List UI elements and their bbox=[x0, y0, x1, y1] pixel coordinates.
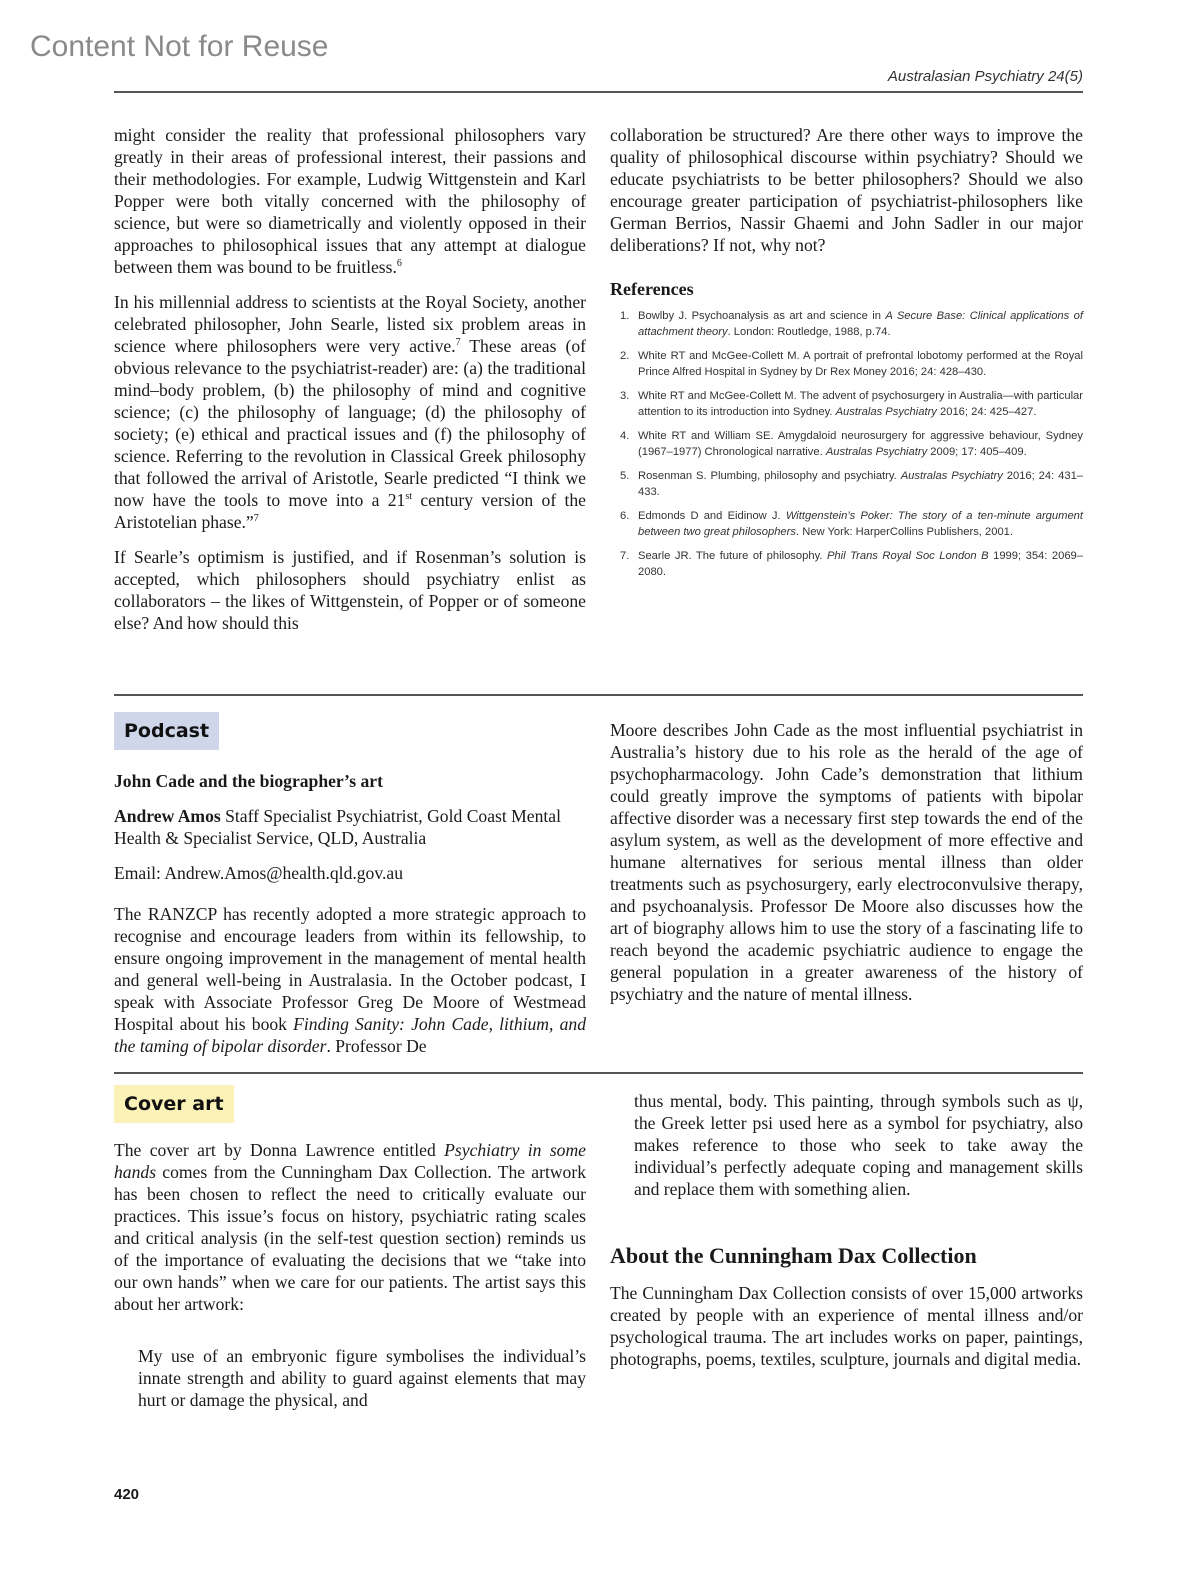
paragraph: The Cunningham Dax Collection consists of over 15,000 artworks created by people with an experience of mental illness and/or psychological trauma. The art includes works on paper, paintings, photographs, poems, textiles, sculpture, journals and digital media. bbox=[610, 1283, 1083, 1369]
artist-quote: thus mental, body. This painting, through symbols such as ψ, the Greek letter psi used here as a symbol for psychiatry, also makes reference to those who seek to take away the individual’s perfectly adequate coping and management skills and replace them with something alien. bbox=[634, 1091, 1083, 1199]
reference-item bbox=[610, 508, 1083, 540]
paragraph: collaboration be structured? Are there other ways to improve the quality of philosophical discourse within psychiatry? Should we educate psychiatrists to be better philosophers? Should we also encourage greater participation of psychiatrist-philosophers like German Berrios, Nassir Ghaemi and John Sadler in our major deliberations? If not, why not? bbox=[610, 125, 1083, 255]
reference-number: 4. bbox=[620, 430, 630, 442]
page-number: 420 bbox=[114, 1486, 140, 1503]
top-right-column bbox=[610, 124, 1083, 588]
about-heading: About the Cunningham Dax Collection bbox=[610, 1243, 977, 1268]
text: might consider the reality that professional philosophers vary greatly in their areas of professional interest, their passions and their methodologies. For example, Ludwig Wittgenstein and Karl Popper were both vitally concerned with the philosophy of science, but were so diametrically and violently opposed in their approaches to philosophical issues that any attempt at dialogue between them was bound to be fruitless. bbox=[114, 125, 586, 277]
header-rule bbox=[114, 91, 1083, 93]
paragraph: If Searle’s optimism is justified, and if Rosenman’s solution is accepted, which philosophers should psychiatry enlist as collaborators – the likes of Wittgenstein, of Popper or of someone else? And how should this bbox=[114, 547, 586, 633]
reference-number: 2. bbox=[620, 350, 630, 362]
text: comes from the Cunningham Dax Collection. The artwork has been chosen to reflect the need to critically evaluate our practices. This issue’s focus on history, psychiatric rating scales and critical analysis (in the self-test question section) reminds us of the importance of evaluating the decisions that we “take into our own hands” when we care for our patients. The artist says this about her artwork: bbox=[114, 1162, 586, 1314]
text: The cover art by Donna Lawrence entitled bbox=[114, 1140, 445, 1160]
reference-item bbox=[610, 548, 1083, 580]
text: The RANZCP has recently adopted a more strategic approach to recognise and encourage leaders from within its fellowship, to ensure ongoing improvement in the management of mental health and general well-being in Australasia. In the October podcast, I speak with Associate Professor Greg De Moore of Westmead Hospital about his book bbox=[114, 904, 586, 1034]
text: Australas Psychiatry bbox=[900, 470, 1003, 482]
podcast-email: Email: Andrew.Amos@health.qld.gov.au bbox=[114, 863, 404, 883]
paragraph bbox=[114, 124, 586, 278]
cover-left-column bbox=[114, 1085, 586, 1424]
text: 2009; 17: 405–409. bbox=[927, 446, 1027, 458]
paragraph bbox=[114, 903, 586, 1057]
section-rule bbox=[114, 694, 1083, 696]
text: 2016; 24: 425–427. bbox=[936, 406, 1037, 418]
reference-number: 1. bbox=[620, 310, 630, 322]
section-rule bbox=[114, 1072, 1083, 1074]
book-title: Finding Sanity: John Cade, lithium, and the taming of bipolar disorder bbox=[114, 1014, 586, 1056]
reference-item bbox=[610, 468, 1083, 500]
podcast-right-column bbox=[610, 719, 1083, 1018]
reference-item bbox=[610, 348, 1083, 380]
text: . London: Routledge, 1988, p.74. bbox=[727, 326, 891, 338]
text: Australas Psychiatry bbox=[825, 446, 928, 458]
reference-number: 6. bbox=[620, 510, 630, 522]
references-heading: References bbox=[610, 279, 694, 299]
text: White RT and William SE. Amygdaloid neurosurgery for aggressive behaviour, Sydney (1967–1977) Chronological narrative. bbox=[638, 430, 1083, 458]
text: Wittgenstein’s Poker: The story of a ten-minute argument between two great philosophers bbox=[638, 510, 1083, 538]
text: These areas (of obvious relevance to the psychiatrist-reader) are: (a) the traditional mind–body problem, (b) the philosophy of mind and cognitive science; (c) the philosophy of language; (d) the philosophy of society; (e) ethical and practical issues and (f) the philosophy of science. Referring to the revolution in Classical Greek philosophy that followed the arrival of Aristotle, Searle predicted “I think we now have the tools to move into a 21 bbox=[114, 336, 586, 510]
cover-right-column bbox=[610, 1090, 1083, 1383]
citation: 6 bbox=[396, 258, 402, 270]
paragraph: Moore describes John Cade as the most influential psychiatrist in Australia’s history due to his role as the herald of the age of psychopharmacology. John Cade’s demonstration that lithium could greatly improve the symptoms of patients with bipolar affective disorder was a necessary first step towards the end of the asylum system, as well as the development of more effective and humane alternatives for serious mental illness than older treatments such as psychosurgery, early electroconvulsive therapy, and psychoanalysis. Professor De Moore also discusses how the art of biography allows him to use the story of a fascinating life to reach beyond the academic psychiatric audience to engage the general population in a greater awareness of the history of psychiatry and the nature of mental illness. bbox=[610, 720, 1083, 1004]
citation: 7 bbox=[455, 337, 461, 349]
top-left-column bbox=[114, 124, 586, 647]
watermark: Content Not for Reuse bbox=[30, 30, 329, 63]
text: Rosenman S. Plumbing, philosophy and psychiatry. bbox=[638, 470, 901, 482]
text: White RT and McGee-Collett M. A portrait of prefrontal lobotomy performed at the Royal Prince Alfred Hospital in Sydney by Dr Rex Money 2016; 24: 428–430. bbox=[638, 350, 1083, 378]
reference-item bbox=[610, 428, 1083, 460]
text: In his millennial address to scientists at the Royal Society, another celebrated philosopher, John Searle, listed six problem areas in science where philosophers were very active. bbox=[114, 292, 586, 356]
artwork-title: Psychiatry in some hands bbox=[114, 1140, 586, 1182]
podcast-left-column bbox=[114, 712, 586, 1070]
text: Searle JR. The future of philosophy. bbox=[638, 550, 827, 562]
text: A Secure Base: Clinical applications of attachment theory bbox=[638, 310, 1083, 338]
running-head: Australasian Psychiatry 24(5) bbox=[887, 68, 1083, 85]
paragraph bbox=[114, 291, 586, 533]
text: . Professor De bbox=[326, 1036, 427, 1056]
podcast-title: John Cade and the biographer’s art bbox=[114, 771, 383, 791]
reference-number: 7. bbox=[620, 550, 630, 562]
reference-list bbox=[610, 308, 1083, 580]
artist-quote: My use of an embryonic figure symbolises the individual’s innate strength and ability to guard against elements that may hurt or damage the physical, and bbox=[138, 1346, 586, 1410]
text: Bowlby J. Psychoanalysis as art and science in bbox=[638, 310, 886, 322]
podcast-tag: Podcast bbox=[114, 712, 219, 750]
author-name: Andrew Amos bbox=[114, 806, 221, 826]
text: 2016; 24: 431–433. bbox=[638, 470, 1084, 498]
cover-art-tag: Cover art bbox=[114, 1085, 234, 1123]
citation: 7 bbox=[253, 513, 259, 525]
author-affiliation: Staff Specialist Psychiatrist, Gold Coast Mental Health & Specialist Service, QLD, Australia bbox=[114, 806, 561, 848]
text: White RT and McGee-Collett M. The advent of psychosurgery in Australia—with particular attention to its introduction into Sydney. bbox=[638, 390, 1083, 418]
reference-item bbox=[610, 308, 1083, 340]
reference-number: 5. bbox=[620, 470, 630, 482]
ordinal-suffix: st bbox=[405, 491, 413, 503]
paragraph bbox=[114, 1139, 586, 1315]
text: Phil Trans Royal Soc London B bbox=[826, 550, 989, 562]
text: . New York: HarperCollins Publishers, 2001. bbox=[795, 526, 1014, 538]
text: Edmonds D and Eidinow J. bbox=[638, 510, 786, 522]
text: 1999; 354: 2069–2080. bbox=[638, 550, 1083, 578]
reference-number: 3. bbox=[620, 390, 630, 402]
text: Australas Psychiatry bbox=[835, 406, 937, 418]
podcast-author bbox=[114, 805, 586, 849]
text: century version of the Aristotelian phase.” bbox=[114, 490, 586, 532]
reference-item bbox=[610, 388, 1083, 420]
